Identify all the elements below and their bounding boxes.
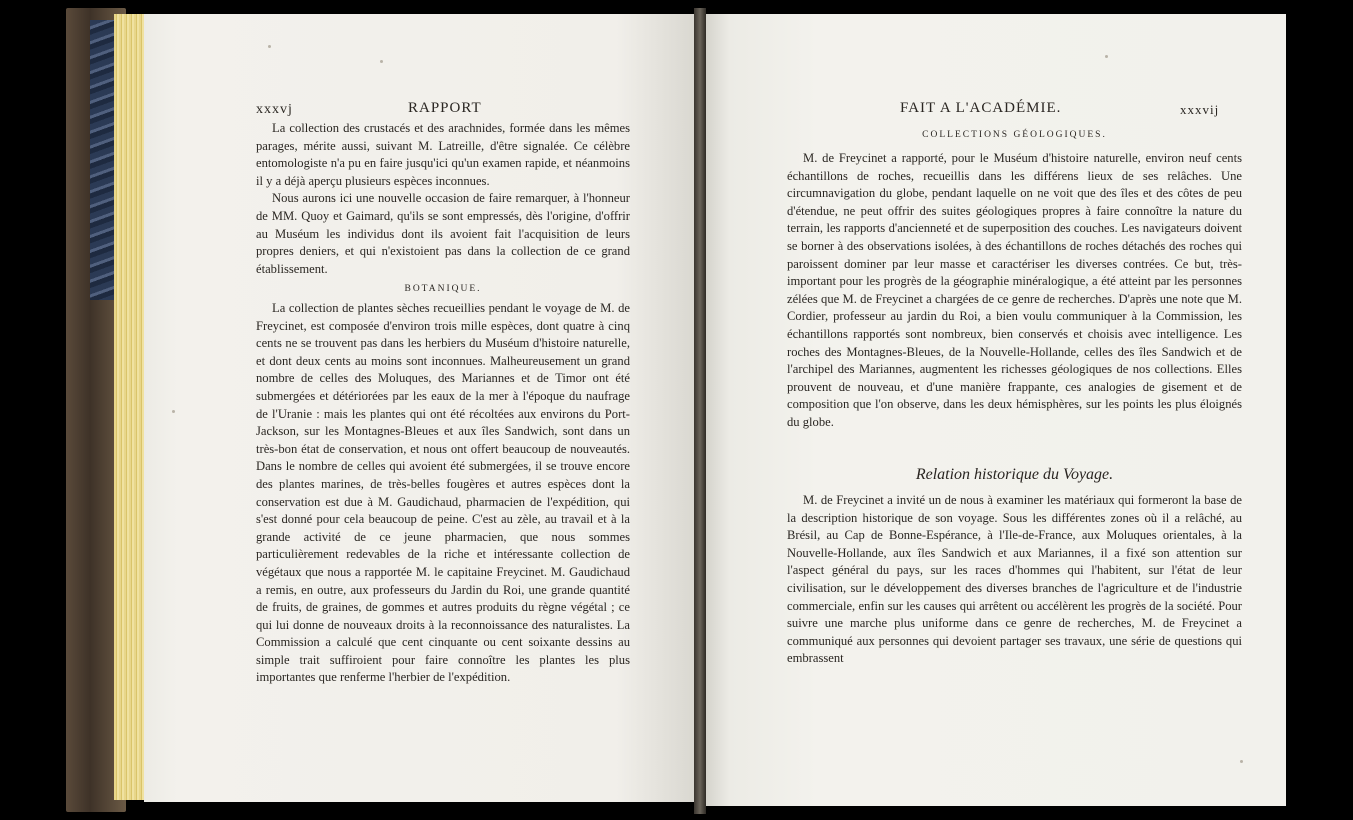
section-heading: COLLECTIONS GÉOLOGIQUES. [922,130,1107,140]
foxing-spot [1105,55,1108,58]
foxing-spot [172,410,175,413]
marbled-endpaper [90,20,116,300]
paragraph: Nous aurons ici une nouvelle occasion de faire remarquer, à l'honneur de MM. Quoy et Gaimard, qu'ils se sont empressés, dès l'origine, d'offrir au Muséum les individus dont ils avoient fait l'acquisition de leurs propres deniers, et qui n'existoient pas dans la collection de ce grand établissement. [256,191,630,276]
paragraph: M. de Freycinet a invité un de nous à examiner les matériaux qui formeront la base de la description historique de son voyage. Sous les différentes zones où il a relâché, au Brésil, au Cap de Bonne-Espérance, à l'Ile-de-France, aux Moluques orientales, à la Nouvelle-Hollande, aux îles Sandwich et aux Mariannes, il a fixé son attention sur l'aspect général du pays, sur les races d'hommes qui l'habitent, sur l'état de leur civilisation, sur le développement des diverses branches de l'agriculture et de l'industrie commerciale, enfin sur les causes qui arrêtent ou accélèrent les progrès de la société. Pour suivre une marche plus uniforme dans ce genre de recherches, M. de Freycinet a communiqué aux personnes qui devoient partager ses travaux, une série de questions qui embrassent [787,493,1242,666]
foxing-spot [268,45,271,48]
foxing-spot [380,60,383,63]
left-text-block-1 [256,120,630,278]
gilt-page-edges [114,14,144,800]
running-head: FAIT A L'ACADÉMIE. [900,100,1062,116]
running-head: RAPPORT [408,100,482,116]
right-text-block-1 [787,150,1242,432]
foxing-spot [1240,760,1243,763]
page-number: xxxvj [256,102,293,117]
right-text-block-2 [787,492,1242,668]
section-heading: BOTANIQUE. [404,284,482,294]
paragraph: M. de Freycinet a rapporté, pour le Muséum d'histoire naturelle, environ neuf cents échantillons de roches, recueillis dans les différens lieux de ses relâches. Une circumnavigation du globe, pendant laquelle on ne voit que des îles et des côtes de peu d'étendue, ne peut offrir des suites géologiques propres à faire connoître la nature du terrain, les rapports d'ancienneté et de superposition des couches. Les navigateurs doivent se borner à des observations isolées, à des échantillons de roches détachés des roches qui paroissent dominer par leur masse et caractériser les diverses contrées. Ce but, très-important pour les progrès de la géographie minéralogique, a été atteint par les personnes zélées que M. de Freycinet a chargées de ce genre de recherches. D'après une note que M. Cordier, professeur au jardin du Roi, a bien voulu communiquer à la Commission, les échantillons rapportés sont nombreux, bien conservés et choisis avec intelligence. Les roches des Montagnes-Bleues, de la Nouvelle-Hollande, celles des îles Sandwich et de l'archipel des Mariannes, augmentent les richesses géologiques de nos collections. Elles prouvent de nouveau, et d'une manière frappante, ces analogies de gisement et de composition que l'on observe, dans les deux hémisphères, sur les points les plus éloignés du globe. [787,151,1242,429]
paragraph: La collection des crustacés et des arachnides, formée dans les mêmes parages, mérite aussi, suivant M. Latreille, d'être signalée. Ce célèbre entomologiste n'a pu en faire jusqu'ici qu'un examen rapide, et néanmoins il y a déjà aperçu plusieurs espèces inconnues. [256,121,630,188]
left-text-block-2 [256,300,630,687]
book-gutter [694,8,706,814]
section-title: Relation historique du Voyage. [915,466,1114,483]
page-number: xxxvij [1180,102,1220,117]
paragraph: La collection de plantes sèches recueillies pendant le voyage de M. de Freycinet, est composée d'environ trois mille espèces, dont quatre à cinq cents ne se trouvent pas dans les herbiers du Muséum d'histoire naturelle, et dont deux cents au moins sont inconnues. Malheureusement un grand nombre de celles des Moluques, des Mariannes et de Timor ont été submergées et détériorées par les eaux de la mer à l'époque du naufrage de l'Uranie : mais les plantes qui ont été récoltées aux environs du Port-Jackson, sur les Montagnes-Bleues et aux îles Sandwich, sont dans un très-bon état de conservation, et nous ont offert beaucoup de nouveautés. Dans le nombre de celles qui avoient été submergées, il se trouve encore des plantes marines, de très-belles fougères et autres espèces dont la conservation est due à M. Gaudichaud, pharmacien de l'expédition, qui s'est donné pour cela beaucoup de peine. C'est au zèle, au travail et à la grande activité de ce jeune pharmacien, que nous sommes particulièrement redevables de la riche et intéressante collection de végétaux que nous a rapportée M. le capitaine Freycinet. M. Gaudichaud a remis, en outre, aux professeurs du Jardin du Roi, une grande quantité de fruits, de graines, de gommes et autres produits du règne végétal ; ce qui lui donne de nouveaux droits à la reconnoissance des naturalistes. La Commission a calculé que cent cinquante ou cent soixante dessins au simple trait suffiroient pour faire connoître les plantes les plus importantes que renferme l'herbier de l'expédition. [256,301,630,685]
